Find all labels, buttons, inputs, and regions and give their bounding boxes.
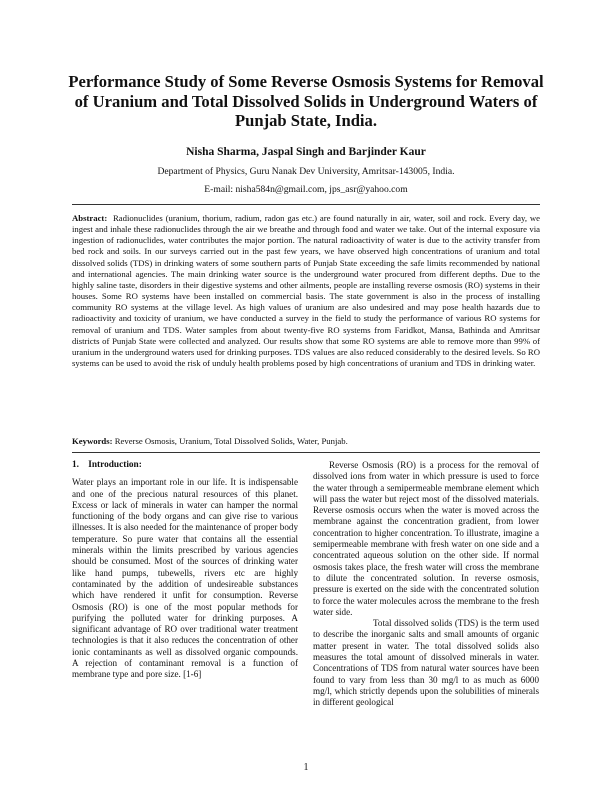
affiliation: Department of Physics, Guru Nanak Dev University, Amritsar-143005, India. (157, 166, 455, 177)
abstract-text: Radionuclides (uranium, thorium, radium, radon gas etc.) are found naturally in air, water, soil and rock. Every day, we ingest and inhale these radionuclides through the air we breathe and through food and water we take. Out of the internal exposure via ingestion of radionuclides, water contributes the major portion. The natural radioactivity of water is due to the activity transfer from bed rock and soils. In our surveys carried out in the past few years, we have observed high concentrations of uranium and total dissolved solids (TDS) in drinking waters of some southern parts of Punjab State exceeding the safe limits recommended by national and international agencies. The main drinking water source is the underground water procured from different depths. Due to the highly saline taste, disorders in their digestive systems and other ailments, people are installing reverse osmosis (RO) systems in their houses. Some RO systems have been installed on commercial basis. The state government is also in the process of installing community RO systems at the village level. As high values of uranium are also undesired and may pose health hazards due to radioactivity and toxicity of uranium, we have conducted a survey in the field to study the performance of various RO systems for removal of uranium and TDS. Water samples from about twenty-five RO systems from Faridkot, Mansa, Bathinda and Amritsar districts of Punjab State were collected and analyzed. Our results show that some RO systems are able to remove more than 99% of uranium in the underground waters used for drinking purposes. TDS values are also reduced considerably to the desired levels. So RO systems can be used to avoid the risk of unduly health problems posed by high concentrations of uranium and TDS in drinking water. (72, 213, 541, 369)
keywords (72, 436, 540, 447)
page-number: 1 (303, 762, 309, 773)
paper-title: Performance Study of Some Reverse Osmosis Systems for Removal of Uranium and Total Dissolved Solids in Underground Waters of Punjab State, India. (68, 72, 544, 130)
keywords-divider (72, 452, 540, 453)
section-heading-introduction: 1. Introduction: (72, 460, 142, 470)
keywords-text: Reverse Osmosis, Uranium, Total Dissolved Solids, Water, Punjab. (114, 436, 348, 446)
intro-paragraph-3: Total dissolved solids (TDS) is the term used to describe the inorganic salts and small amounts of organic matter present in water. The total dissolved solids also measures the total amount of dissolved minerals in water. Concentrations of TDS from natural water sources have been found to vary from less than 30 mg/l to as much as 6000 mg/l, which strictly depends upon the solubilities of minerals in different geological (313, 618, 539, 708)
abstract-label: Abstract: (72, 213, 108, 223)
right-column (313, 460, 539, 709)
keywords-label: Keywords: (72, 436, 113, 446)
contact-email: E-mail: nisha584n@gmail.com, jps_asr@yahoo.com (204, 184, 408, 195)
author-list: Nisha Sharma, Jaspal Singh and Barjinder Kaur (186, 146, 426, 158)
left-column (72, 460, 298, 681)
top-divider (72, 204, 540, 205)
abstract (72, 213, 540, 369)
intro-paragraph-2: Reverse Osmosis (RO) is a process for the removal of dissolved ions from water in which pressure is used to force the water through a semipermeable membrane element which will pass the water but reject most of the dissolved materials. Reverse osmosis occurs when the water is moved across the membrane against the concentration gradient, from lower concentration to higher concentration. To illustrate, imagine a semipermeable membrane with fresh water on one side and a concentrated aqueous solution on the other side. If normal osmosis takes place, the fresh water will cross the membrane to dilute the concentrated solution. In reverse osmosis, pressure is exerted on the side with the concentrated solution to force the water molecules across the membrane to the fresh water side. (313, 460, 539, 617)
intro-paragraph-1: Water plays an important role in our life. It is indispensable and one of the precious natural resources of this planet. Excess or lack of minerals in water can hamper the normal functioning of the body organs and can give rise to various illnesses. It is also needed for the maintenance of proper body temperature. So pure water that contains all the essential minerals within the limits prescribed by various agencies should be consumed. Most of the sources of drinking water like hand pumps, tubewells, rivers etc are highly contaminated by the addition of undesireable substances which have rendered it unfit for consumption. Reverse Osmosis (RO) is one of the most popular methods for purifying the polluted water for drinking purposes. A significant advantage of RO over traditional water treatment technologies is that it also reduces the concentration of other ionic contaminants as well as dissolved organic compounds. A rejection of contaminant removal is a function of membrane type and pore size. [1-6] (72, 477, 298, 680)
